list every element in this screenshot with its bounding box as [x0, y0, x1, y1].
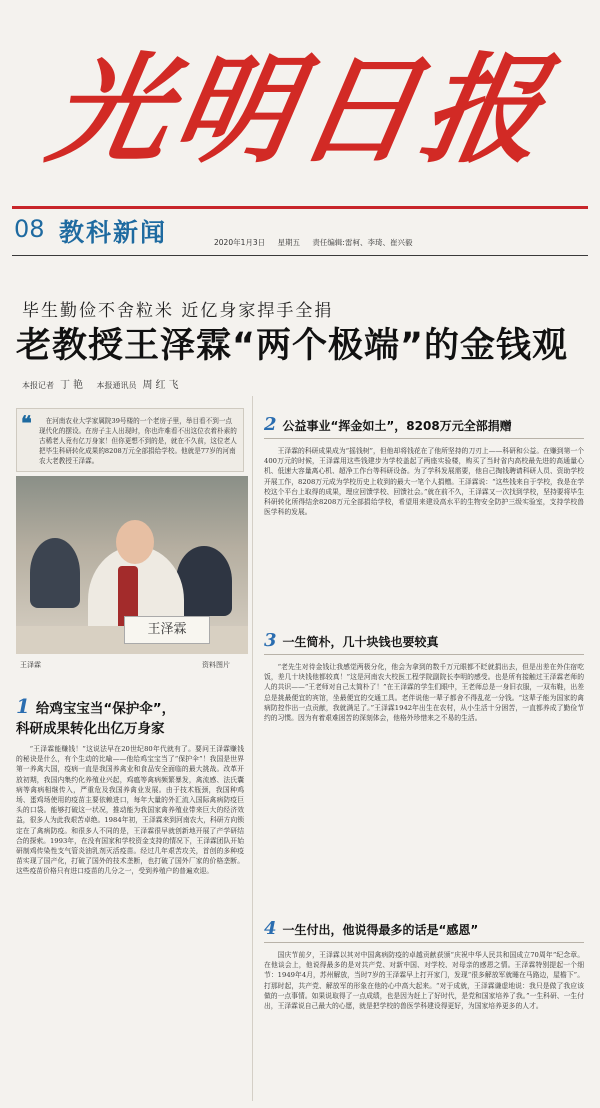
section-2-underline	[264, 438, 584, 439]
page-bar	[14, 213, 586, 253]
section-1-heading	[16, 696, 175, 739]
photo-figure-left	[30, 538, 80, 608]
section-1-body: “王泽霖能赚钱！”这说法早在20世纪80年代就有了。要问王泽霖赚钱的秘诀是什么，有个生动的比喻——他给鸡宝宝当了“保护伞”！我国是世界第一养禽大国，疫病一直是我国养禽业和食品安全面临的最大挑战。改革开放初期，我国内集约化养殖业兴起，鸡瘟等禽病频繁暴发，禽流感、法氏囊病等禽病相继传入，严重危及我国养禽业发展。由于技术瓶颈，我国种鸡场、蛋鸡场使用的疫苗主要依赖进口，每年大量的外汇流入国际禽病防疫巨头的口袋。能够打破这一状况，推动能为我国家禽养殖业带来巨大的经济效益，很多人为此我艰苦卓绝。1984年初，王泽霖来到河南农大，科研方向锁定在了禽病防疫。和很多人不同的是，王泽霖很早就创新地开展了产学研结合的探索。1993年，在没有国家和学校资金支持的情况下，王泽霖团队开始研制鸡传染性支气管炎油乳剂灭活疫苗。经过几年艰苦攻关，首创的多种疫苗实现了国产化，打破了国外的技术垄断，也打破了国外厂家的价格垄断。这些疫苗价格只有进口疫苗的几分之一，受到养殖户的普遍欢迎。	[16, 745, 244, 876]
section-name: 教科新闻	[59, 218, 168, 247]
byline	[22, 376, 190, 391]
page-meta	[214, 237, 422, 248]
page-bar-divider	[12, 255, 588, 256]
section-1-title-line1: 给鸡宝宝当“保护伞”，	[35, 701, 176, 717]
photo-figure-head	[116, 520, 154, 564]
column-divider	[252, 396, 253, 1101]
issue-date: 2020年1月3日	[214, 238, 266, 247]
page-number: 08	[14, 215, 45, 243]
issue-weekday: 星期五	[277, 238, 301, 247]
section-2-heading	[264, 414, 512, 435]
intro-box	[16, 408, 244, 472]
section-4-heading	[264, 918, 478, 939]
photo-figure-right	[176, 546, 232, 616]
section-3-body: “老先生对待金钱让我感觉两极分化，他会为拿到的数千万元眼都不眨就捐出去，但是出差在外住宿吃饭，差几十块钱他都较真！”这是河南农大校医工程学院副院长李明的感受。也是所有接触过王泽霖老师的人的共识——“王老师对自己太简朴了！”在王泽霖的学生们眼中，王老师总是一身旧衣服，一双布鞋，出差总是挑最便宜的宾馆，坐最便宜的交通工具。老伴说他一辈子都舍不得乱花一分钱。“这辈子能为国家的禽病防控作出一点贡献，我就满足了。”王泽霖1942年出生在农村，从小生活十分困苦，一直都养成了勤俭节约的习惯。因为有着艰难困苦的深刻体会，他格外珍惜来之不易的生活。	[264, 663, 584, 723]
byline-label-correspondent: 本报通讯员	[96, 381, 137, 390]
section-3-heading	[264, 630, 439, 651]
section-3-underline	[264, 654, 584, 655]
section-1-number: 1	[16, 694, 30, 718]
byline-name-correspondent: 周红飞	[142, 380, 182, 391]
photo-caption: 王泽霖	[20, 661, 41, 669]
photo-credit: 资料图片	[202, 661, 230, 669]
section-3-title: 一生简朴，几十块钱也要较真	[282, 635, 439, 649]
section-4-body: 国庆节前夕，王泽霖以其对中国禽病防疫的卓越贡献获颁“庆祝中华人民共和国成立70周年”纪念章。在他谈会上，他说得最多的是对共产党、对新中国、对学校、对母亲的感恩之情。王泽霖特别提起一个细节：1949年4月，苏州解放，当时7岁的王泽霖早上打开家门，发现“很多解放军就睡在马路边，屋檐下”。打那时起，共产党、解放军的形象在他的心中高大起来。“对于成就，王泽霖谦虚地说：我只是做了我应该做的一点事情。如果说取得了一点成绩，也是因为赶上了好时代，是党和国家培养了我。”一生科研、一生付出，王泽霖说自己最大的心愿，就是把学校的兽医学科建设得更好，为国家培养更多的人才。	[264, 951, 584, 1011]
quote-mark-icon: ❝	[21, 411, 32, 435]
article-photo	[16, 476, 248, 654]
right-column	[258, 396, 588, 1101]
section-2-body: 王泽霖的科研成果成为“摇钱树”，但他却将钱花在了他所坚持的刀刃上——科研和公益。在赚到第一个400万元的时候，王泽霖用这些钱建步为学校盖起了两座实验楼，购买了当时省内高校最先进的高通量心机、低速大容量离心机、超净工作台等科研设备。为了学科发展需要，他自己掏钱聘请科研人员、资助学校开展工作，8208万元成为学校历史上收到的最大一笔个人捐赠。王泽霖说：“这些钱来自于学校，我是在学校这个平台上取得的成果，理应回馈学校、回馈社会。”就在前不久，王泽霖又一次找到学校，坚持要将毕生科研转化所得结余8208万元全部捐给学校，希望用来建设高水平的生物安全防护三级实验室，支持学校兽医学科的发展。	[264, 447, 584, 517]
section-4-underline	[264, 942, 584, 943]
section-4-number: 4	[264, 918, 277, 939]
article-subheadline: 毕生勤俭不舍粒米 近亿身家捍手全捐	[22, 301, 334, 321]
masthead-rule	[12, 206, 588, 209]
editors: 责任编辑:雷柯、李琦、崔兴毅	[312, 238, 413, 247]
byline-label-reporter: 本报记者	[22, 381, 54, 390]
section-1-title-line2: 科研成果转化出亿万身家	[16, 721, 165, 737]
section-2-number: 2	[264, 414, 277, 435]
article-headline: 老教授王泽霖“两个极端”的金钱观	[16, 326, 569, 366]
section-4-title: 一生付出，他说得最多的话是“感恩”	[282, 923, 479, 937]
byline-name-reporter: 丁艳	[60, 380, 86, 391]
left-column	[10, 396, 250, 1101]
section-3-number: 3	[264, 630, 277, 651]
section-2-title: 公益事业“挥金如土”，8208万元全部捐赠	[282, 419, 512, 433]
intro-text: 在河南农业大学家属院39号楼的一个老房子里，举目看不到一点现代化的摆设。在房子主人出现时，你也许难看不出这位衣着朴素的古稀老人竟有亿万身家！但你更想不到的是，就在不久前，这位老人把毕生科研转化成果的8208万元全部捐给学校。他就是77岁的河南农大老教授王泽霖。	[39, 417, 237, 465]
photo-nameplate: 王泽霖	[124, 616, 210, 644]
masthead-logo: 光明日报	[39, 40, 561, 179]
masthead	[20, 20, 580, 200]
